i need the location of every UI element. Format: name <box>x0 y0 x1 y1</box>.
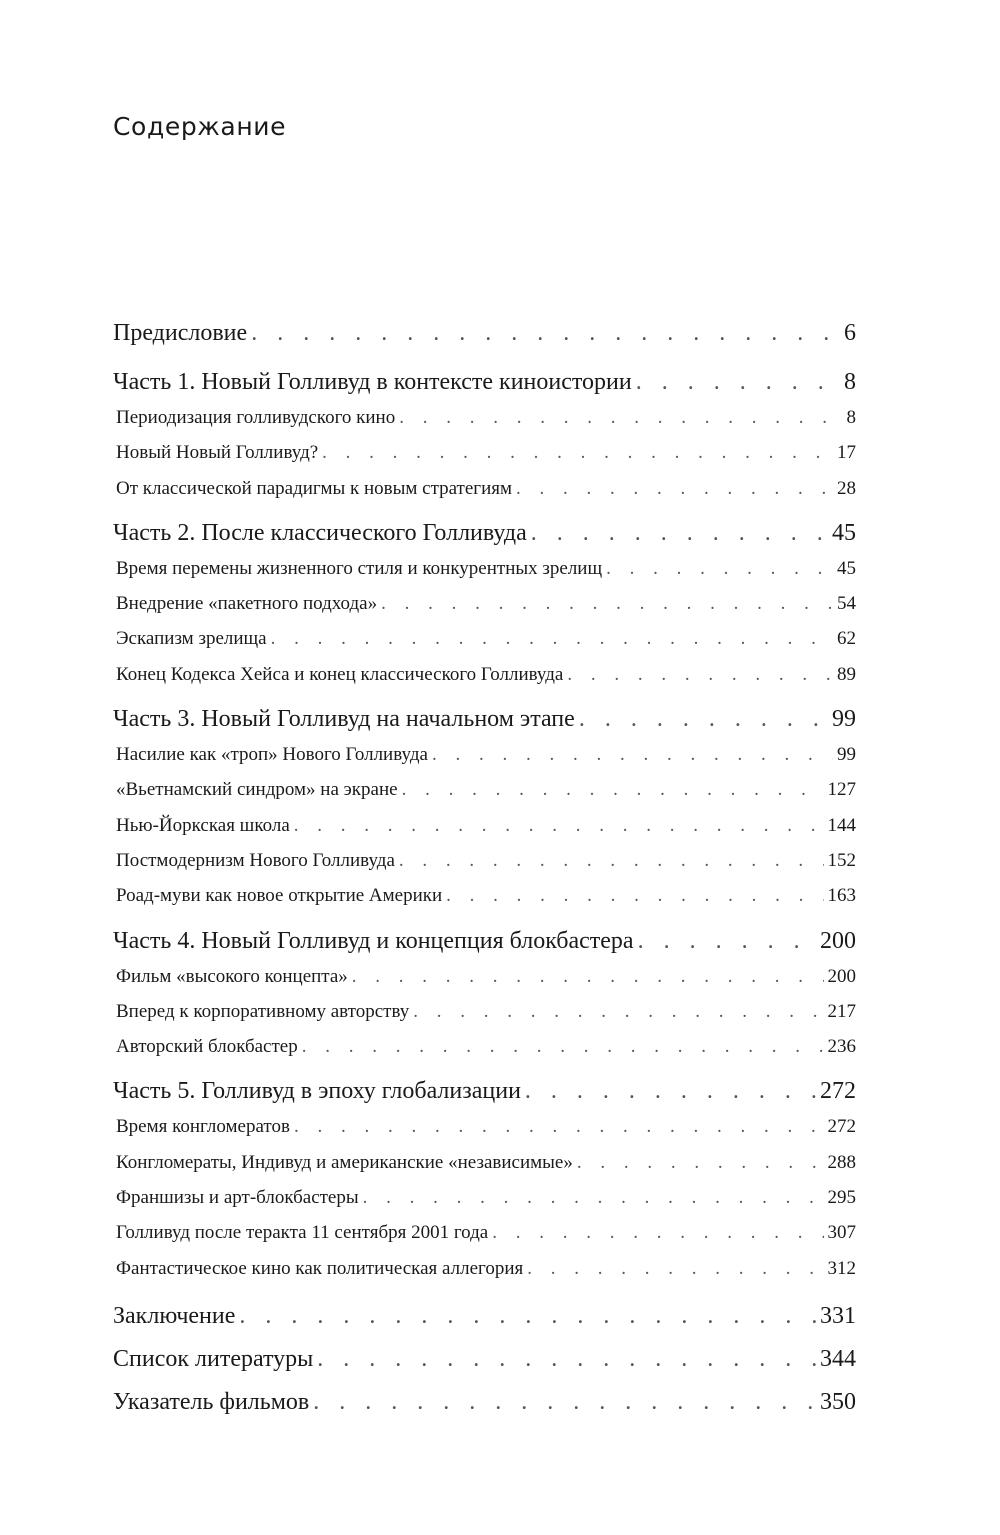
toc-entry-chapter[interactable] <box>113 1251 856 1286</box>
toc-entry-chapter[interactable] <box>113 737 856 772</box>
toc-chapter-label: Время конгломератов <box>116 1116 290 1138</box>
dot-leader <box>402 772 824 807</box>
toc-part-label: Часть 2. После классического Голливуда <box>113 519 527 546</box>
toc-page-number: 8 <box>844 369 856 395</box>
dot-leader <box>399 843 824 878</box>
toc-page-number: 295 <box>827 1187 856 1209</box>
dot-leader <box>294 1109 824 1144</box>
dot-leader <box>381 586 833 621</box>
dot-leader <box>251 312 840 355</box>
toc-chapter-label: Фильм «высокого концепта» <box>116 965 348 987</box>
toc-page-number: 312 <box>827 1257 856 1279</box>
toc-chapter-label: Голливуд после теракта 11 сентября 2001 года <box>116 1222 489 1244</box>
toc-chapter-label: Нью-Йоркская школа <box>116 814 290 836</box>
toc-entry-label: Список литературы <box>113 1345 314 1372</box>
toc-chapter-label: Фантастическое кино как политическая аллегория <box>116 1257 524 1279</box>
dot-leader <box>352 959 824 994</box>
toc-entry-chapter[interactable] <box>113 808 856 843</box>
table-of-contents <box>113 312 856 1424</box>
toc-entry-chapter[interactable] <box>113 1145 856 1180</box>
toc-chapter-label: Конгломераты, Индивуд и американские «независимые» <box>116 1151 573 1173</box>
toc-part-label: Часть 1. Новый Голливуд в контексте киноистории <box>113 369 632 395</box>
toc-entry-chapter[interactable] <box>113 551 856 586</box>
toc-entry-chapter[interactable] <box>113 878 856 913</box>
toc-entry-chapter[interactable] <box>113 400 856 435</box>
toc-entry-chapter[interactable] <box>113 994 856 1029</box>
toc-chapter-label: Роад-муви как новое открытие Америки <box>116 885 443 907</box>
dot-leader <box>525 1073 816 1109</box>
dot-leader <box>531 515 828 551</box>
dot-leader <box>636 364 840 400</box>
toc-part-label: Часть 4. Новый Голливуд и концепция блокбастера <box>113 927 634 954</box>
toc-entry-chapter[interactable] <box>113 959 856 994</box>
dot-leader <box>317 1338 816 1381</box>
dot-leader <box>527 1251 823 1286</box>
dot-leader <box>271 621 833 656</box>
toc-entry-bibliography[interactable] <box>113 1338 856 1381</box>
dot-leader <box>399 400 842 435</box>
toc-chapter-label: Периодизация голливудского кино <box>116 407 396 428</box>
toc-entry-chapter[interactable] <box>113 435 856 470</box>
toc-entry-chapter[interactable] <box>113 1180 856 1215</box>
toc-entry-label: Указатель фильмов <box>113 1388 310 1415</box>
dot-leader <box>606 551 833 586</box>
toc-chapter-label: Франшизы и арт-блокбастеры <box>116 1187 359 1209</box>
toc-page-number: 200 <box>827 965 856 987</box>
toc-part-label: Часть 3. Новый Голливуд на начальном этапе <box>113 706 575 733</box>
toc-chapter-label: Авторский блокбастер <box>116 1036 298 1058</box>
toc-chapter-label: Постмодернизм Нового Голливуда <box>116 849 395 871</box>
toc-part-3-section <box>113 701 856 913</box>
toc-chapter-label: Время перемены жизненного стиля и конкурентных зрелищ <box>116 557 603 579</box>
toc-page-number: 62 <box>837 628 856 650</box>
page-title: Содержание <box>113 112 287 141</box>
toc-page-number: 28 <box>837 477 856 499</box>
toc-part-1-section <box>113 364 856 506</box>
toc-page-number: 163 <box>827 885 856 907</box>
toc-part-2-section <box>113 515 856 692</box>
toc-page-number: 99 <box>837 744 856 766</box>
dot-leader <box>413 994 823 1029</box>
toc-back-matter-section <box>113 1295 856 1424</box>
dot-leader <box>239 1295 816 1338</box>
toc-entry-chapter[interactable] <box>113 843 856 878</box>
toc-page-number: 331 <box>820 1302 856 1329</box>
toc-page-number: 17 <box>837 442 856 464</box>
toc-page-number: 45 <box>832 519 856 546</box>
toc-entry-chapter[interactable] <box>113 586 856 621</box>
dot-leader <box>294 808 824 843</box>
toc-chapter-label: «Вьетнамский синдром» на экране <box>116 779 398 801</box>
toc-entry-chapter[interactable] <box>113 1215 856 1250</box>
dot-leader <box>432 737 833 772</box>
dot-leader <box>516 471 833 506</box>
toc-page-number: 344 <box>820 1345 856 1372</box>
toc-entry-part-4[interactable] <box>113 923 856 959</box>
toc-page-number: 54 <box>837 593 856 615</box>
toc-page-number: 288 <box>827 1151 856 1173</box>
toc-page-number: 89 <box>837 663 856 685</box>
toc-page-number: 45 <box>837 557 856 579</box>
toc-entry-film-index[interactable] <box>113 1381 856 1424</box>
toc-entry-chapter[interactable] <box>113 1029 856 1064</box>
toc-page-number: 272 <box>820 1078 856 1105</box>
dot-leader <box>577 1145 824 1180</box>
toc-chapter-label: От классической парадигмы к новым стратегиям <box>116 477 513 499</box>
toc-chapter-label: Конец Кодекса Хейса и конец классического Голливуда <box>116 663 564 685</box>
dot-leader <box>302 1029 824 1064</box>
toc-part-5-section <box>113 1073 856 1285</box>
toc-entry-label: Предисловие <box>113 320 248 346</box>
dot-leader <box>492 1215 823 1250</box>
toc-entry-chapter[interactable] <box>113 471 856 506</box>
toc-entry-chapter[interactable] <box>113 621 856 656</box>
toc-entry-preface[interactable] <box>113 312 856 355</box>
dot-leader <box>446 878 823 913</box>
toc-page-number: 144 <box>827 814 856 836</box>
toc-page-number: 200 <box>820 927 856 954</box>
toc-chapter-label: Внедрение «пакетного подхода» <box>116 593 378 615</box>
toc-page-number: 272 <box>827 1116 856 1138</box>
toc-page-number: 127 <box>827 779 856 801</box>
dot-leader <box>363 1180 824 1215</box>
toc-page-number: 8 <box>846 407 856 428</box>
toc-page-number: 217 <box>827 1000 856 1022</box>
toc-chapter-label: Насилие как «троп» Нового Голливуда <box>116 744 428 766</box>
toc-part-4-section <box>113 923 856 1065</box>
toc-page-number: 350 <box>820 1388 856 1415</box>
dot-leader <box>313 1381 816 1424</box>
toc-chapter-label: Эскапизм зрелища <box>116 628 267 650</box>
toc-page-number: 6 <box>844 320 856 346</box>
toc-entry-part-3[interactable] <box>113 701 856 737</box>
toc-page-number: 307 <box>827 1222 856 1244</box>
toc-page-number: 152 <box>827 849 856 871</box>
toc-chapter-label: Вперед к корпоративному авторству <box>116 1000 410 1022</box>
dot-leader <box>579 701 828 737</box>
toc-preface-section <box>113 312 856 355</box>
toc-chapter-label: Новый Новый Голливуд? <box>116 442 319 464</box>
toc-entry-chapter[interactable] <box>113 657 856 692</box>
toc-entry-chapter[interactable] <box>113 1109 856 1144</box>
dot-leader <box>567 657 833 692</box>
dot-leader <box>638 923 816 959</box>
toc-entry-part-2[interactable] <box>113 515 856 551</box>
toc-entry-label: Заключение <box>113 1302 236 1329</box>
toc-page-number: 236 <box>827 1036 856 1058</box>
toc-entry-part-1[interactable] <box>113 364 856 400</box>
toc-entry-part-5[interactable] <box>113 1073 856 1109</box>
toc-page-number: 99 <box>832 706 856 733</box>
toc-entry-chapter[interactable] <box>113 772 856 807</box>
toc-entry-conclusion[interactable] <box>113 1295 856 1338</box>
toc-part-label: Часть 5. Голливуд в эпоху глобализации <box>113 1078 521 1105</box>
dot-leader <box>322 435 833 470</box>
